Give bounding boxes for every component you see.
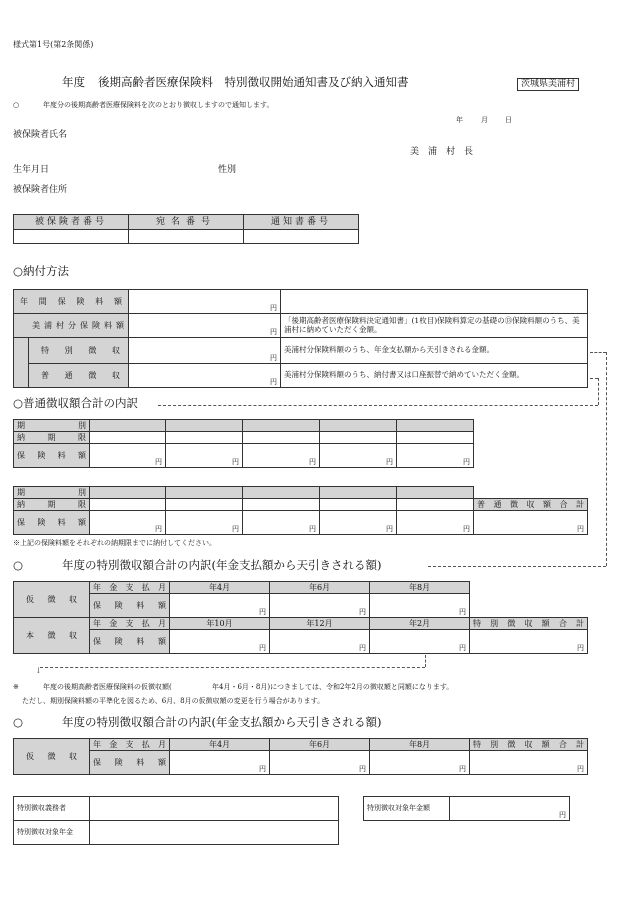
- ordinary-total-value[interactable]: [474, 511, 588, 535]
- due-date-cell[interactable]: [320, 432, 397, 444]
- special-breakdown-heading: 年度の特別徴収額合計の内訳(年金支払額から天引きされる額): [62, 558, 382, 572]
- yen-unit: 円: [577, 524, 584, 533]
- month-header-apr: 年4月: [170, 582, 270, 594]
- pension-amount-label: 特別徴収対象年金額: [364, 797, 450, 821]
- connector-line: [40, 667, 425, 668]
- amount-label: 保険料額: [90, 751, 170, 775]
- connector-line: [425, 655, 426, 667]
- connector-line: [606, 352, 607, 566]
- date-year: 年: [456, 116, 463, 124]
- ordinary-table-2: [13, 486, 588, 535]
- id-header-notice-number: 通知書番号: [244, 215, 359, 230]
- connector-line: [590, 352, 606, 353]
- special-breakdown-circle: ○: [13, 558, 24, 572]
- insured-number-cell[interactable]: [14, 230, 129, 244]
- due-date-cell[interactable]: [90, 432, 166, 444]
- month-header-aug: 年8月: [370, 582, 470, 594]
- due-date-cell[interactable]: [243, 499, 320, 511]
- id-header-insured-number: 被保険者番号: [14, 215, 129, 230]
- blank-cell: [470, 582, 588, 594]
- due-date-label: 納期限: [14, 499, 90, 511]
- amount-cell[interactable]: [270, 630, 370, 654]
- period-cell[interactable]: [320, 487, 397, 499]
- pension-amount-table: [363, 796, 570, 821]
- connector-line: [590, 378, 598, 379]
- id-header-address-number: 宛名番号: [129, 215, 244, 230]
- premium-amount-label: 保険料額: [14, 511, 90, 535]
- amount-cell[interactable]: [370, 751, 470, 775]
- special-breakdown2-table: [13, 738, 588, 775]
- mayor-title: 美 浦 村 長: [410, 147, 474, 157]
- month-header-oct: 年10月: [170, 618, 270, 630]
- amount-cell[interactable]: [170, 751, 270, 775]
- month-header-dec: 年12月: [270, 618, 370, 630]
- premium-amount-cell[interactable]: [243, 511, 320, 535]
- obligor-value[interactable]: [90, 797, 339, 821]
- yen-unit: 円: [155, 524, 162, 533]
- form-number: 様式第1号(第2条関係): [13, 40, 94, 49]
- period-cell[interactable]: [397, 420, 474, 432]
- special-total-value[interactable]: [470, 630, 588, 654]
- yen-unit: 円: [270, 377, 277, 386]
- amount-label: 保険料額: [90, 630, 170, 654]
- amount-cell[interactable]: [370, 630, 470, 654]
- period-cell[interactable]: [243, 420, 320, 432]
- connector-line: [158, 405, 598, 406]
- amount-cell[interactable]: [270, 751, 370, 775]
- month-header-jun: 年6月: [270, 739, 370, 751]
- birthdate-label: 生年月日: [13, 165, 50, 175]
- annual-premium-note: [281, 290, 588, 314]
- pension-amount-value[interactable]: [450, 797, 570, 821]
- issuer-box: 茨城県美浦村: [517, 78, 579, 91]
- obligor-table: [13, 796, 339, 845]
- premium-amount-cell[interactable]: [320, 444, 397, 468]
- due-date-cell[interactable]: [397, 499, 474, 511]
- month-header-feb: 年2月: [370, 618, 470, 630]
- notice-number-cell[interactable]: [244, 230, 359, 244]
- main-collection-label: 本徴収: [14, 618, 90, 654]
- arrow-down-icon: ↓: [35, 666, 42, 675]
- connector-line: [598, 378, 599, 405]
- premium-amount-cell[interactable]: [397, 444, 474, 468]
- payment-method-table: [13, 289, 588, 388]
- special-total-value[interactable]: [470, 751, 588, 775]
- yen-unit: 円: [232, 524, 239, 533]
- pay-month-label: 年金支払月: [90, 739, 170, 751]
- ordinary-collection-label: 普通徴収: [29, 364, 129, 388]
- date-month: 月: [481, 116, 488, 124]
- yen-unit: 円: [155, 457, 162, 466]
- special-collection-note: 美浦村分保険料額のうち、年金支払額から天引きされる金額。: [281, 338, 588, 364]
- id-table: [13, 214, 359, 244]
- pension-label: 特別徴収対象年金: [14, 821, 90, 845]
- connector-line: [428, 566, 606, 567]
- month-header-aug: 年8月: [370, 739, 470, 751]
- title-year-label: 年度: [62, 75, 85, 89]
- pension-value[interactable]: [90, 821, 339, 845]
- yen-unit: 円: [459, 764, 466, 773]
- yen-unit: 円: [359, 607, 366, 616]
- yen-unit: 円: [359, 764, 366, 773]
- yen-unit: 円: [459, 643, 466, 652]
- yen-unit: 円: [259, 607, 266, 616]
- annual-premium-label: 年間保険料額: [14, 290, 129, 314]
- village-premium-value[interactable]: [129, 314, 281, 338]
- premium-amount-cell[interactable]: [166, 511, 243, 535]
- premium-amount-cell[interactable]: [397, 511, 474, 535]
- amount-cell[interactable]: [270, 594, 370, 618]
- premium-amount-cell[interactable]: [90, 444, 166, 468]
- indent-cell: [14, 338, 29, 388]
- ordinary-collection-note: 美浦村分保険料額のうち、納付書又は口座振替で納めていただく金額。: [281, 364, 588, 388]
- provisional-label: 仮徴収: [14, 582, 90, 618]
- gender-label: 性別: [218, 165, 237, 175]
- insured-name-label: 被保険者氏名: [13, 130, 68, 140]
- ordinary-table-1: [13, 419, 474, 468]
- footnote-mark: ※: [13, 683, 19, 691]
- special-breakdown2-circle: ○: [13, 715, 24, 729]
- period-label: 期別: [14, 487, 90, 499]
- due-date-cell[interactable]: [166, 432, 243, 444]
- premium-amount-label: 保険料額: [14, 444, 90, 468]
- amount-label: 保険料額: [90, 594, 170, 618]
- blank-cell: [470, 594, 588, 618]
- ordinary-note: ※上記の保険料額をそれぞれの納期限までに納付してください。: [13, 539, 216, 547]
- yen-unit: 円: [309, 457, 316, 466]
- special-total-label: 特別徴収額合計: [470, 618, 588, 630]
- blank-cell: [474, 487, 588, 499]
- yen-unit: 円: [386, 524, 393, 533]
- special-collection-label: 特別徴収: [29, 338, 129, 364]
- yen-unit: 円: [270, 353, 277, 362]
- premium-amount-cell[interactable]: [90, 511, 166, 535]
- yen-unit: 円: [270, 327, 277, 336]
- due-date-label: 納期限: [14, 432, 90, 444]
- yen-unit: 円: [577, 643, 584, 652]
- due-date-cell[interactable]: [166, 499, 243, 511]
- yen-unit: 円: [270, 303, 277, 312]
- yen-unit: 円: [259, 764, 266, 773]
- village-premium-label: 美浦村分保険料額: [14, 314, 129, 338]
- amount-cell[interactable]: [170, 594, 270, 618]
- obligor-label: 特別徴収義務者: [14, 797, 90, 821]
- yen-unit: 円: [559, 810, 566, 819]
- special-breakdown2-heading: 年度の特別徴収額合計の内訳(年金支払額から天引きされる額): [62, 715, 382, 729]
- footnote-line1b: 年4月・6月・8月)につきましては、令和2年2月の徴収額と同額になります。: [212, 683, 454, 691]
- special-collection-value[interactable]: [129, 338, 281, 364]
- ordinary-total-label: 普通徴収額合計: [474, 499, 588, 511]
- due-date-cell[interactable]: [397, 432, 474, 444]
- period-cell[interactable]: [243, 487, 320, 499]
- intro-text: 年度分の後期高齢者医療保険料を次のとおり徴収しますので通知します。: [43, 101, 274, 109]
- premium-amount-cell[interactable]: [243, 444, 320, 468]
- pay-month-label: 年金支払月: [90, 582, 170, 594]
- yen-unit: 円: [359, 643, 366, 652]
- address-label: 被保険者住所: [13, 185, 68, 195]
- yen-unit: 円: [259, 643, 266, 652]
- yen-unit: 円: [309, 524, 316, 533]
- premium-amount-cell[interactable]: [320, 511, 397, 535]
- period-cell[interactable]: [90, 420, 166, 432]
- due-date-cell[interactable]: [320, 499, 397, 511]
- amount-cell[interactable]: [370, 594, 470, 618]
- address-number-cell[interactable]: [129, 230, 244, 244]
- period-cell[interactable]: [166, 420, 243, 432]
- yen-unit: 円: [577, 764, 584, 773]
- ordinary-collection-value[interactable]: [129, 364, 281, 388]
- village-premium-note: 「後期高齢者医療保険料決定通知書」(1枚目)保険料算定の基礎の⑬保険料額のうち、美浦村に納めていただく金額。: [281, 314, 588, 338]
- month-header-apr: 年4月: [170, 739, 270, 751]
- yen-unit: 円: [459, 607, 466, 616]
- payment-method-heading: ○納付方法: [13, 264, 70, 278]
- intro-circle: ○: [13, 101, 20, 109]
- special-breakdown-table: [13, 581, 588, 654]
- due-date-cell[interactable]: [243, 432, 320, 444]
- period-label: 期別: [14, 420, 90, 432]
- yen-unit: 円: [463, 524, 470, 533]
- period-cell[interactable]: [166, 487, 243, 499]
- date-day: 日: [505, 116, 512, 124]
- amount-cell[interactable]: [170, 630, 270, 654]
- yen-unit: 円: [386, 457, 393, 466]
- premium-amount-cell[interactable]: [166, 444, 243, 468]
- page-title: 後期高齢者医療保険料 特別徴収開始通知書及び納入通知書: [98, 75, 409, 89]
- footnote-line1a: 年度の後期高齢者医療保険料の仮徴収額(: [43, 683, 172, 691]
- annual-premium-value[interactable]: [129, 290, 281, 314]
- yen-unit: 円: [232, 457, 239, 466]
- period-cell[interactable]: [90, 487, 166, 499]
- yen-unit: 円: [463, 457, 470, 466]
- due-date-cell[interactable]: [90, 499, 166, 511]
- pay-month-label: 年金支払月: [90, 618, 170, 630]
- provisional-label: 仮徴収: [14, 739, 90, 775]
- special-total-label: 特別徴収額合計: [470, 739, 588, 751]
- ordinary-breakdown-heading: ○普通徴収額合計の内訳: [13, 396, 139, 410]
- period-cell[interactable]: [397, 487, 474, 499]
- period-cell[interactable]: [320, 420, 397, 432]
- month-header-jun: 年6月: [270, 582, 370, 594]
- footnote-line2: ただし、期別保険料額の平準化を図るため、6月、8月の仮徴収額の変更を行う場合があります。: [22, 697, 325, 705]
